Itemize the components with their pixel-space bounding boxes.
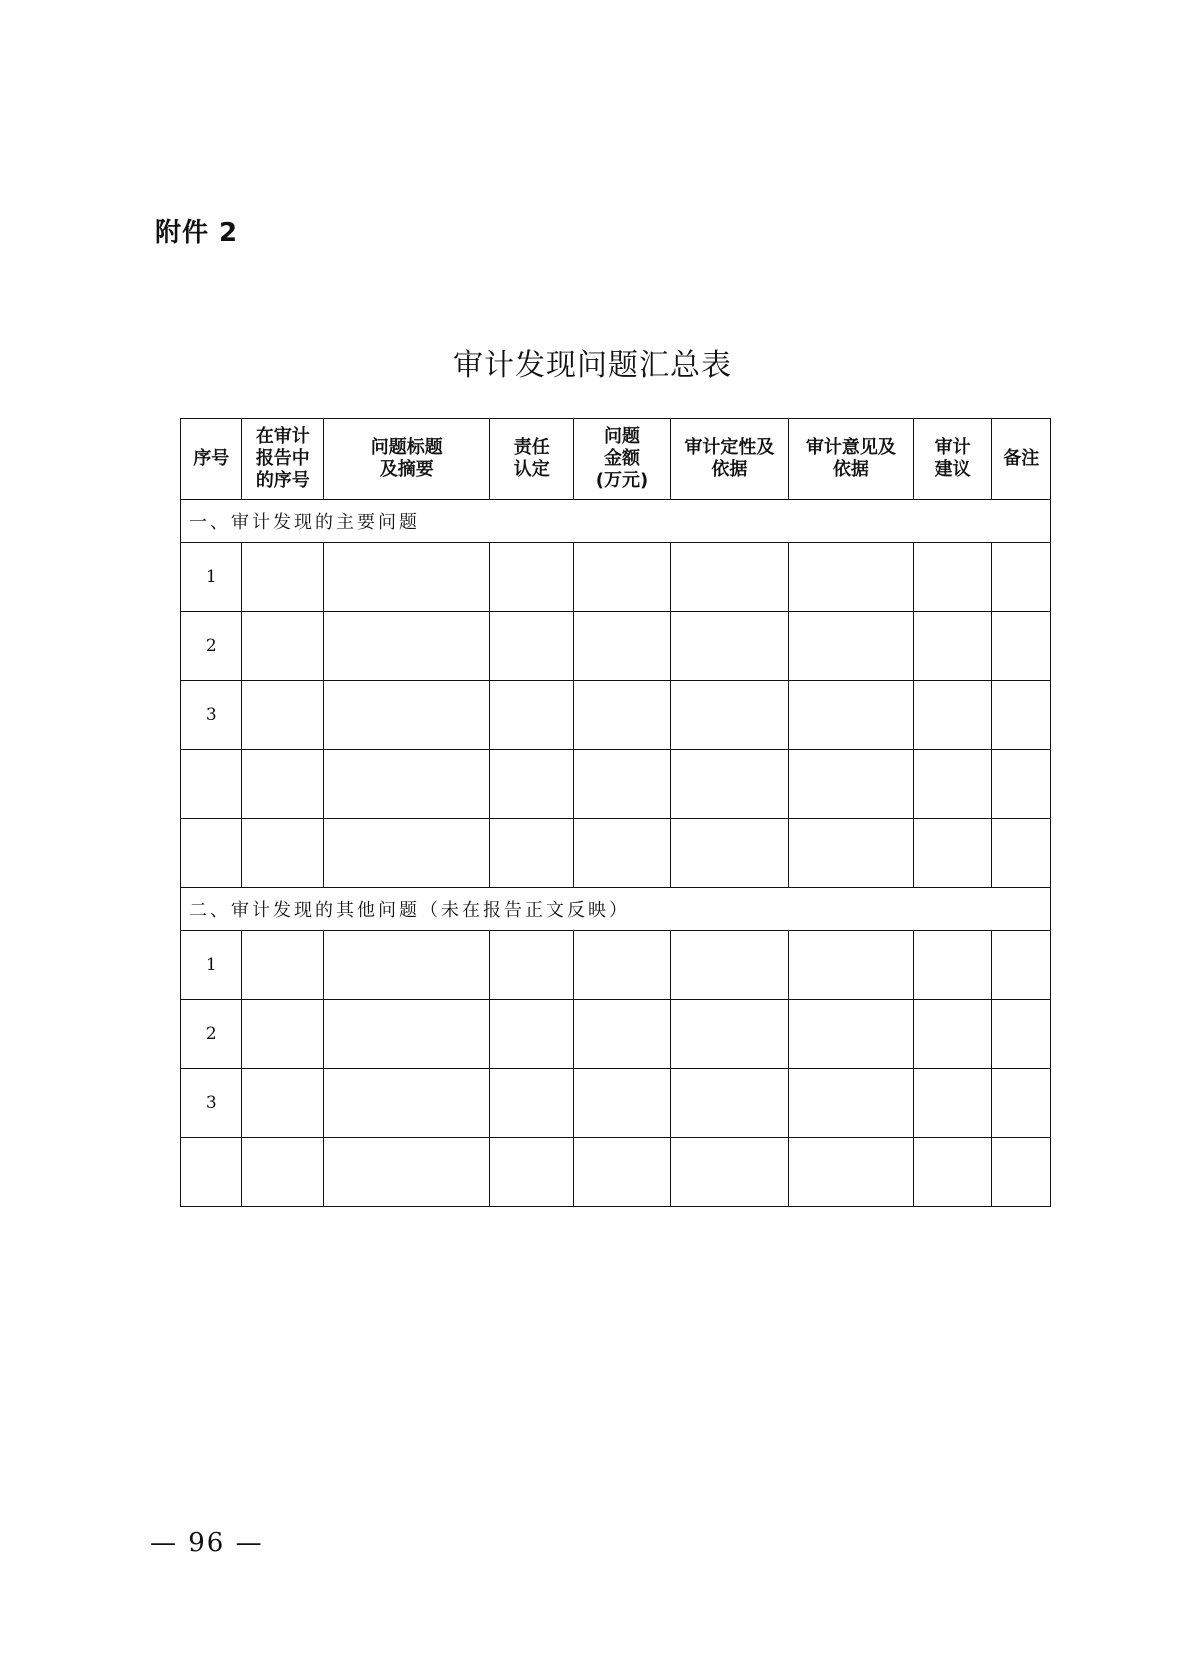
table-row: [181, 1069, 1051, 1138]
table-header-row: [181, 419, 1051, 500]
row-number: [181, 750, 242, 819]
table-cell: [242, 750, 324, 819]
table-cell: [242, 1138, 324, 1207]
table-cell: [242, 931, 324, 1000]
table-cell: [992, 931, 1051, 1000]
table-cell: [670, 681, 788, 750]
table-cell: [670, 1138, 788, 1207]
table-cell: [574, 543, 671, 612]
table-cell: [490, 750, 574, 819]
table-cell: [670, 819, 788, 888]
header-cell: 问题标题 及摘要: [324, 419, 490, 500]
row-number: 1: [181, 543, 242, 612]
row-number: 2: [181, 1000, 242, 1069]
header-cell: 审计定性及 依据: [670, 419, 788, 500]
table-cell: [574, 1138, 671, 1207]
header-cell: 问题 金额 (万元): [574, 419, 671, 500]
header-cell: 审计意见及 依据: [788, 419, 913, 500]
table-row: [181, 1138, 1051, 1207]
table-cell: [788, 1138, 913, 1207]
table-row: [181, 1000, 1051, 1069]
table-cell: [788, 931, 913, 1000]
table-cell: [324, 750, 490, 819]
table-cell: [913, 931, 992, 1000]
table-cell: [992, 1069, 1051, 1138]
table-cell: [788, 681, 913, 750]
table-row: [181, 612, 1051, 681]
table-cell: [574, 1000, 671, 1069]
section-label: 二、审计发现的其他问题（未在报告正文反映）: [181, 888, 1051, 931]
table-cell: [490, 931, 574, 1000]
table-cell: [490, 1138, 574, 1207]
row-number: [181, 1138, 242, 1207]
row-number: 3: [181, 1069, 242, 1138]
table-cell: [490, 543, 574, 612]
table-cell: [242, 1000, 324, 1069]
table-cell: [324, 1138, 490, 1207]
table-row: [181, 543, 1051, 612]
table-cell: [490, 681, 574, 750]
table-cell: [670, 1000, 788, 1069]
table-cell: [242, 543, 324, 612]
table-cell: [992, 819, 1051, 888]
table-cell: [992, 1000, 1051, 1069]
table-cell: [324, 931, 490, 1000]
table-cell: [574, 750, 671, 819]
table-row: [181, 681, 1051, 750]
row-number: 1: [181, 931, 242, 1000]
table-cell: [574, 681, 671, 750]
table-cell: [913, 543, 992, 612]
row-number: 3: [181, 681, 242, 750]
table-cell: [913, 612, 992, 681]
header-cell: 序号: [181, 419, 242, 500]
header-cell: 责任 认定: [490, 419, 574, 500]
document-title: 审计发现问题汇总表: [453, 348, 732, 383]
table-cell: [574, 1069, 671, 1138]
table-cell: [670, 931, 788, 1000]
section-row: [181, 500, 1051, 543]
table-cell: [242, 612, 324, 681]
table-cell: [324, 819, 490, 888]
table-cell: [242, 1069, 324, 1138]
table-cell: [913, 750, 992, 819]
table-row: [181, 750, 1051, 819]
section-row: [181, 888, 1051, 931]
table-cell: [788, 1069, 913, 1138]
table-cell: [788, 750, 913, 819]
table-cell: [670, 543, 788, 612]
table-cell: [490, 612, 574, 681]
table-cell: [490, 819, 574, 888]
page-number: — 96 —: [150, 1528, 264, 1558]
table-cell: [324, 543, 490, 612]
table-cell: [992, 612, 1051, 681]
table-cell: [913, 1069, 992, 1138]
attachment-label: 附件 2: [155, 218, 239, 248]
table-cell: [913, 1138, 992, 1207]
table-cell: [992, 681, 1051, 750]
table-cell: [490, 1069, 574, 1138]
table-cell: [242, 819, 324, 888]
table-cell: [788, 1000, 913, 1069]
table-cell: [324, 681, 490, 750]
table-cell: [670, 1069, 788, 1138]
table-cell: [670, 612, 788, 681]
table-cell: [788, 612, 913, 681]
table-cell: [670, 750, 788, 819]
table-cell: [788, 819, 913, 888]
table-cell: [574, 931, 671, 1000]
table-row: [181, 819, 1051, 888]
audit-issues-table: [180, 418, 1051, 1207]
table-cell: [913, 1000, 992, 1069]
table-cell: [324, 612, 490, 681]
row-number: [181, 819, 242, 888]
table-row: [181, 931, 1051, 1000]
table-cell: [913, 681, 992, 750]
row-number: 2: [181, 612, 242, 681]
table-cell: [324, 1000, 490, 1069]
table-cell: [913, 819, 992, 888]
table-cell: [574, 612, 671, 681]
header-cell: 备注: [992, 419, 1051, 500]
table-cell: [490, 1000, 574, 1069]
table-cell: [992, 543, 1051, 612]
table-cell: [574, 819, 671, 888]
table-cell: [324, 1069, 490, 1138]
table-cell: [788, 543, 913, 612]
section-label: 一、审计发现的主要问题: [181, 500, 1051, 543]
table-cell: [992, 1138, 1051, 1207]
table-cell: [992, 750, 1051, 819]
table-cell: [242, 681, 324, 750]
header-cell: 在审计 报告中 的序号: [242, 419, 324, 500]
header-cell: 审计 建议: [913, 419, 992, 500]
